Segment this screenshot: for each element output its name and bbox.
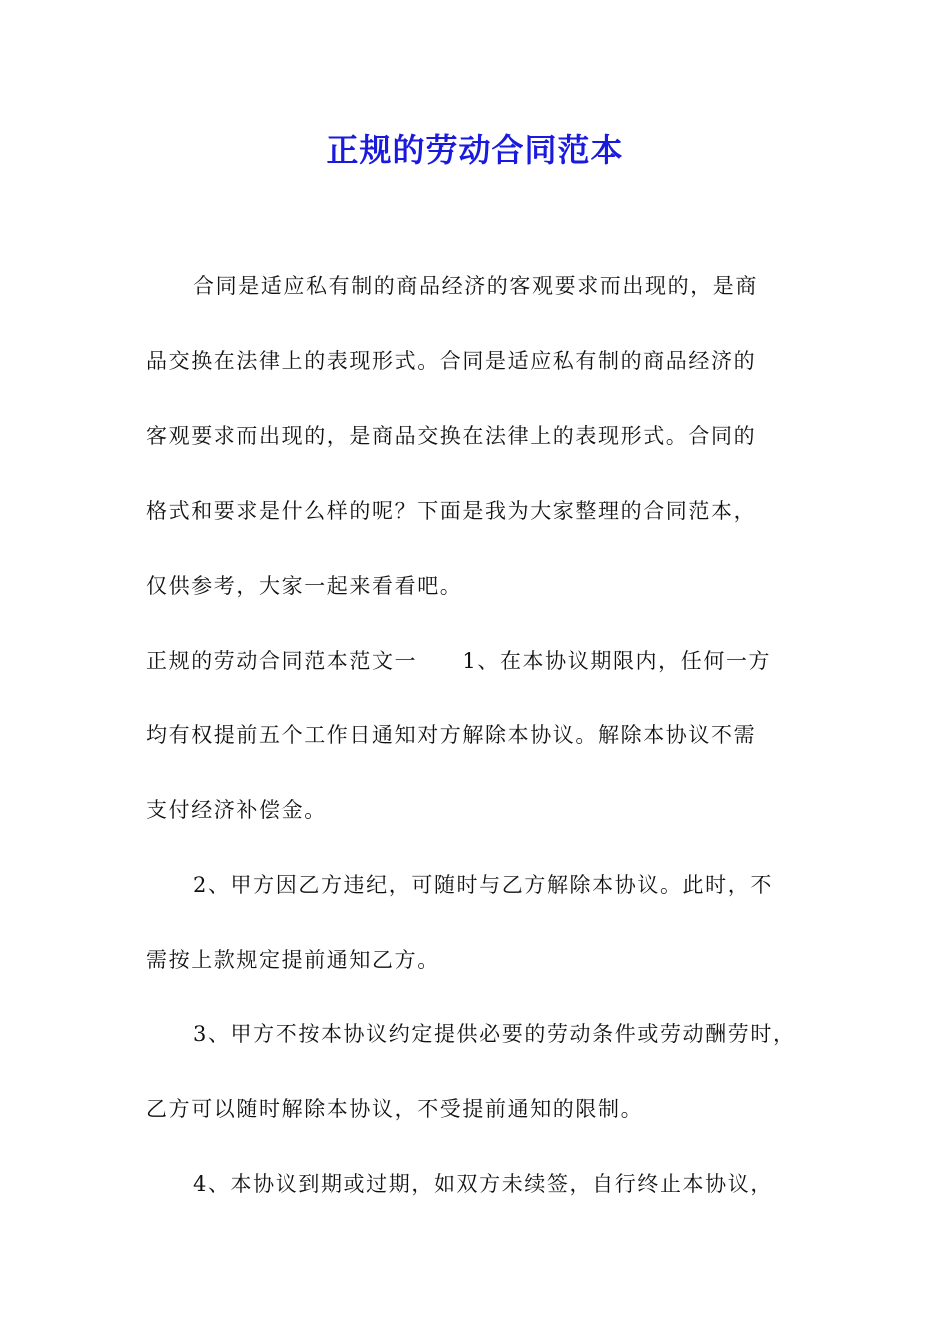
paragraph-line: 乙方可以随时解除本协议，不受提前通知的限制。 <box>146 1097 644 1121</box>
section-heading-line: 正规的劳动合同范本范文一 1、在本协议期限内，任何一方 <box>146 649 772 673</box>
paragraph-line: 支付经济补偿金。 <box>146 798 327 822</box>
clause-line: 3、甲方不按本协议约定提供必要的劳动条件或劳动酬劳时， <box>193 1022 796 1046</box>
paragraph-line: 格式和要求是什么样的呢？下面是我为大家整理的合同范本， <box>146 499 757 523</box>
paragraph-line: 需按上款规定提前通知乙方。 <box>146 948 440 972</box>
paragraph-line: 客观要求而出现的，是商品交换在法律上的表现形式。合同的 <box>146 424 757 448</box>
document-title: 正规的劳动合同范本 <box>326 131 624 169</box>
paragraph-line: 品交换在法律上的表现形式。合同是适应私有制的商品经济的 <box>146 349 757 373</box>
clause-line: 4、本协议到期或过期，如双方未续签，自行终止本协议， <box>193 1172 773 1196</box>
paragraph-line: 仅供参考，大家一起来看看吧。 <box>146 574 463 598</box>
clause-line: 2、甲方因乙方违纪，可随时与乙方解除本协议。此时，不 <box>193 873 773 897</box>
paragraph-line: 合同是适应私有制的商品经济的客观要求而出现的，是商 <box>193 274 758 298</box>
paragraph-line: 均有权提前五个工作日通知对方解除本协议。解除本协议不需 <box>146 723 757 747</box>
